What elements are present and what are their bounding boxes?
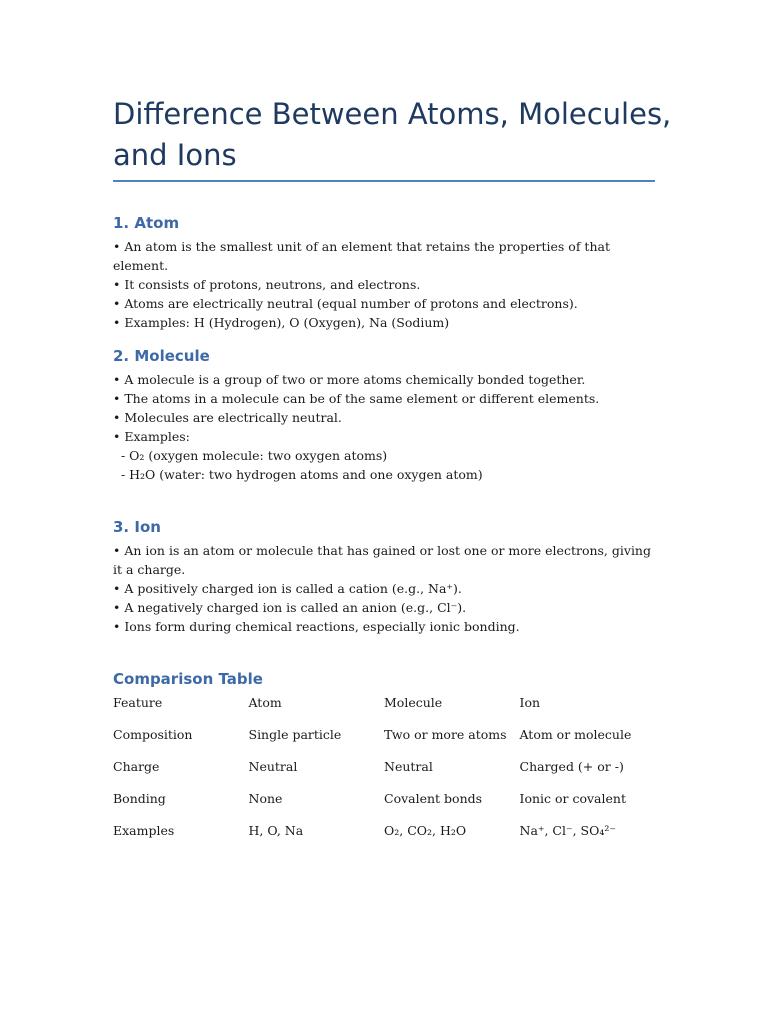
table-cell: Ionic or covalent bbox=[519, 791, 626, 806]
table-cell: Single particle bbox=[248, 727, 342, 742]
table-header-row bbox=[113, 692, 655, 724]
table-cell: Na⁺, Cl⁻, SO₄²⁻ bbox=[519, 823, 616, 838]
table-cell: Examples bbox=[113, 823, 175, 838]
list-item: • The atoms in a molecule can be of the same element or different elements. bbox=[113, 391, 600, 406]
section-heading-ion: 3. Ion bbox=[113, 518, 161, 536]
list-item: - H₂O (water: two hydrogen atoms and one oxygen atom) bbox=[113, 467, 483, 482]
ion-bullet-list bbox=[113, 541, 655, 636]
table-row bbox=[113, 756, 655, 788]
table-cell: Covalent bonds bbox=[384, 791, 483, 806]
document-title: Difference Between Atoms, Molecules, and Ions bbox=[113, 97, 672, 172]
table-row bbox=[113, 724, 655, 756]
table-row bbox=[113, 788, 655, 820]
list-item: • A molecule is a group of two or more atoms chemically bonded together. bbox=[113, 372, 586, 387]
section-heading-molecule: 2. Molecule bbox=[113, 347, 210, 365]
list-item: • A negatively charged ion is called an anion (e.g., Cl⁻). bbox=[113, 600, 467, 615]
list-item: • A positively charged ion is called a cation (e.g., Na⁺). bbox=[113, 581, 462, 596]
table-header-cell: Molecule bbox=[384, 695, 443, 710]
molecule-bullet-list bbox=[113, 370, 655, 484]
table-row bbox=[113, 820, 655, 852]
table-header-cell: Atom bbox=[248, 695, 282, 710]
section-heading-comparison-table: Comparison Table bbox=[113, 670, 263, 688]
list-item: • Molecules are electrically neutral. bbox=[113, 410, 342, 425]
list-item: • An ion is an atom or molecule that has gained or lost one or more electrons, giving it a charge. bbox=[113, 543, 655, 577]
atom-bullet-list bbox=[113, 237, 655, 332]
title-underline bbox=[113, 180, 655, 182]
table-cell: Composition bbox=[113, 727, 193, 742]
list-item: • Ions form during chemical reactions, especially ionic bonding. bbox=[113, 619, 520, 634]
list-item: • It consists of protons, neutrons, and electrons. bbox=[113, 277, 421, 292]
table-cell: Neutral bbox=[384, 759, 433, 774]
comparison-table bbox=[113, 692, 655, 852]
section-heading-atom: 1. Atom bbox=[113, 214, 180, 232]
table-cell: None bbox=[248, 791, 283, 806]
list-item: - O₂ (oxygen molecule: two oxygen atoms) bbox=[113, 448, 388, 463]
table-cell: Charged (+ or -) bbox=[519, 759, 624, 774]
table-cell: O₂, CO₂, H₂O bbox=[384, 823, 467, 838]
list-item: • Atoms are electrically neutral (equal number of protons and electrons). bbox=[113, 296, 578, 311]
table-header-cell: Feature bbox=[113, 695, 163, 710]
table-cell: Neutral bbox=[248, 759, 298, 774]
table-header-cell: Ion bbox=[519, 695, 541, 710]
list-item: • Examples: H (Hydrogen), O (Oxygen), Na (Sodium) bbox=[113, 315, 450, 330]
table-cell: Two or more atoms bbox=[384, 727, 507, 742]
table-cell: Charge bbox=[113, 759, 160, 774]
list-item: • An atom is the smallest unit of an element that retains the properties of that element. bbox=[113, 239, 614, 273]
table-cell: Bonding bbox=[113, 791, 166, 806]
table-cell: H, O, Na bbox=[248, 823, 304, 838]
table-cell: Atom or molecule bbox=[519, 727, 632, 742]
list-item: • Examples: bbox=[113, 429, 190, 444]
